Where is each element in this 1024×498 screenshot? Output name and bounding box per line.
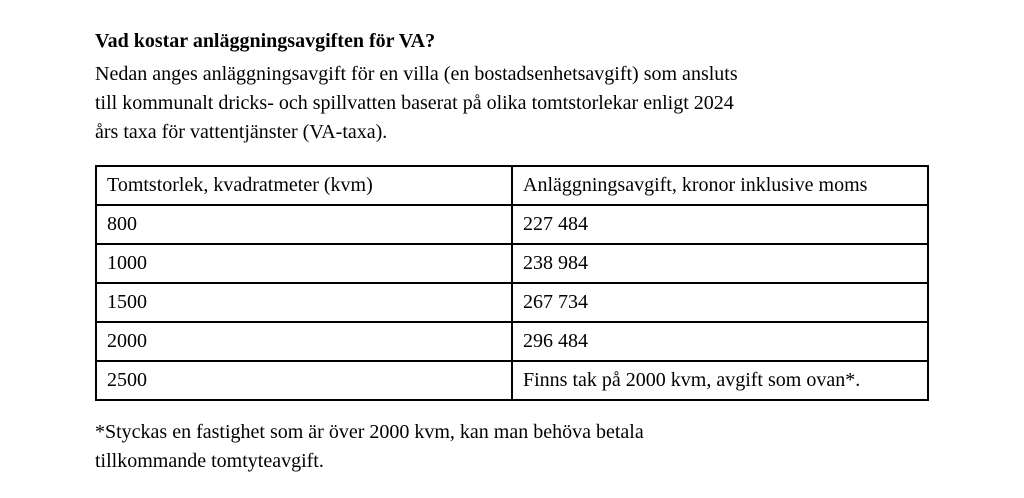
cell-lot-size: 1000 — [96, 244, 512, 283]
cell-lot-size: 1500 — [96, 283, 512, 322]
table-row — [96, 244, 928, 283]
cell-lot-size: 2000 — [96, 322, 512, 361]
header-lot-size: Tomtstorlek, kvadratmeter (kvm) — [96, 166, 512, 205]
table-row — [96, 205, 928, 244]
cell-fee: Finns tak på 2000 kvm, avgift som ovan*. — [512, 361, 928, 400]
page-title: Vad kostar anläggningsavgiften för VA? — [95, 30, 436, 52]
footnote — [95, 418, 644, 476]
header-connection-fee: Anläggningsavgift, kronor inklusive moms — [512, 166, 928, 205]
intro-paragraph — [95, 60, 738, 147]
intro-line: års taxa för vattentjänster (VA-taxa). — [95, 121, 388, 143]
fee-table — [95, 165, 929, 401]
table-row — [96, 322, 928, 361]
table-row — [96, 283, 928, 322]
cell-fee: 296 484 — [512, 322, 928, 361]
footnote-line: *Styckas en fastighet som är över 2000 kvm, kan man behöva betala — [95, 421, 644, 443]
cell-fee: 267 734 — [512, 283, 928, 322]
cell-lot-size: 800 — [96, 205, 512, 244]
intro-line: Nedan anges anläggningsavgift för en villa (en bostadsenhetsavgift) som ansluts — [95, 63, 738, 85]
table-header-row — [96, 166, 928, 205]
cell-lot-size: 2500 — [96, 361, 512, 400]
table-row — [96, 361, 928, 400]
intro-line: till kommunalt dricks- och spillvatten baserat på olika tomtstorlekar enligt 2024 — [95, 92, 734, 114]
cell-fee: 227 484 — [512, 205, 928, 244]
footnote-line: tillkommande tomtyteavgift. — [95, 450, 324, 472]
cell-fee: 238 984 — [512, 244, 928, 283]
